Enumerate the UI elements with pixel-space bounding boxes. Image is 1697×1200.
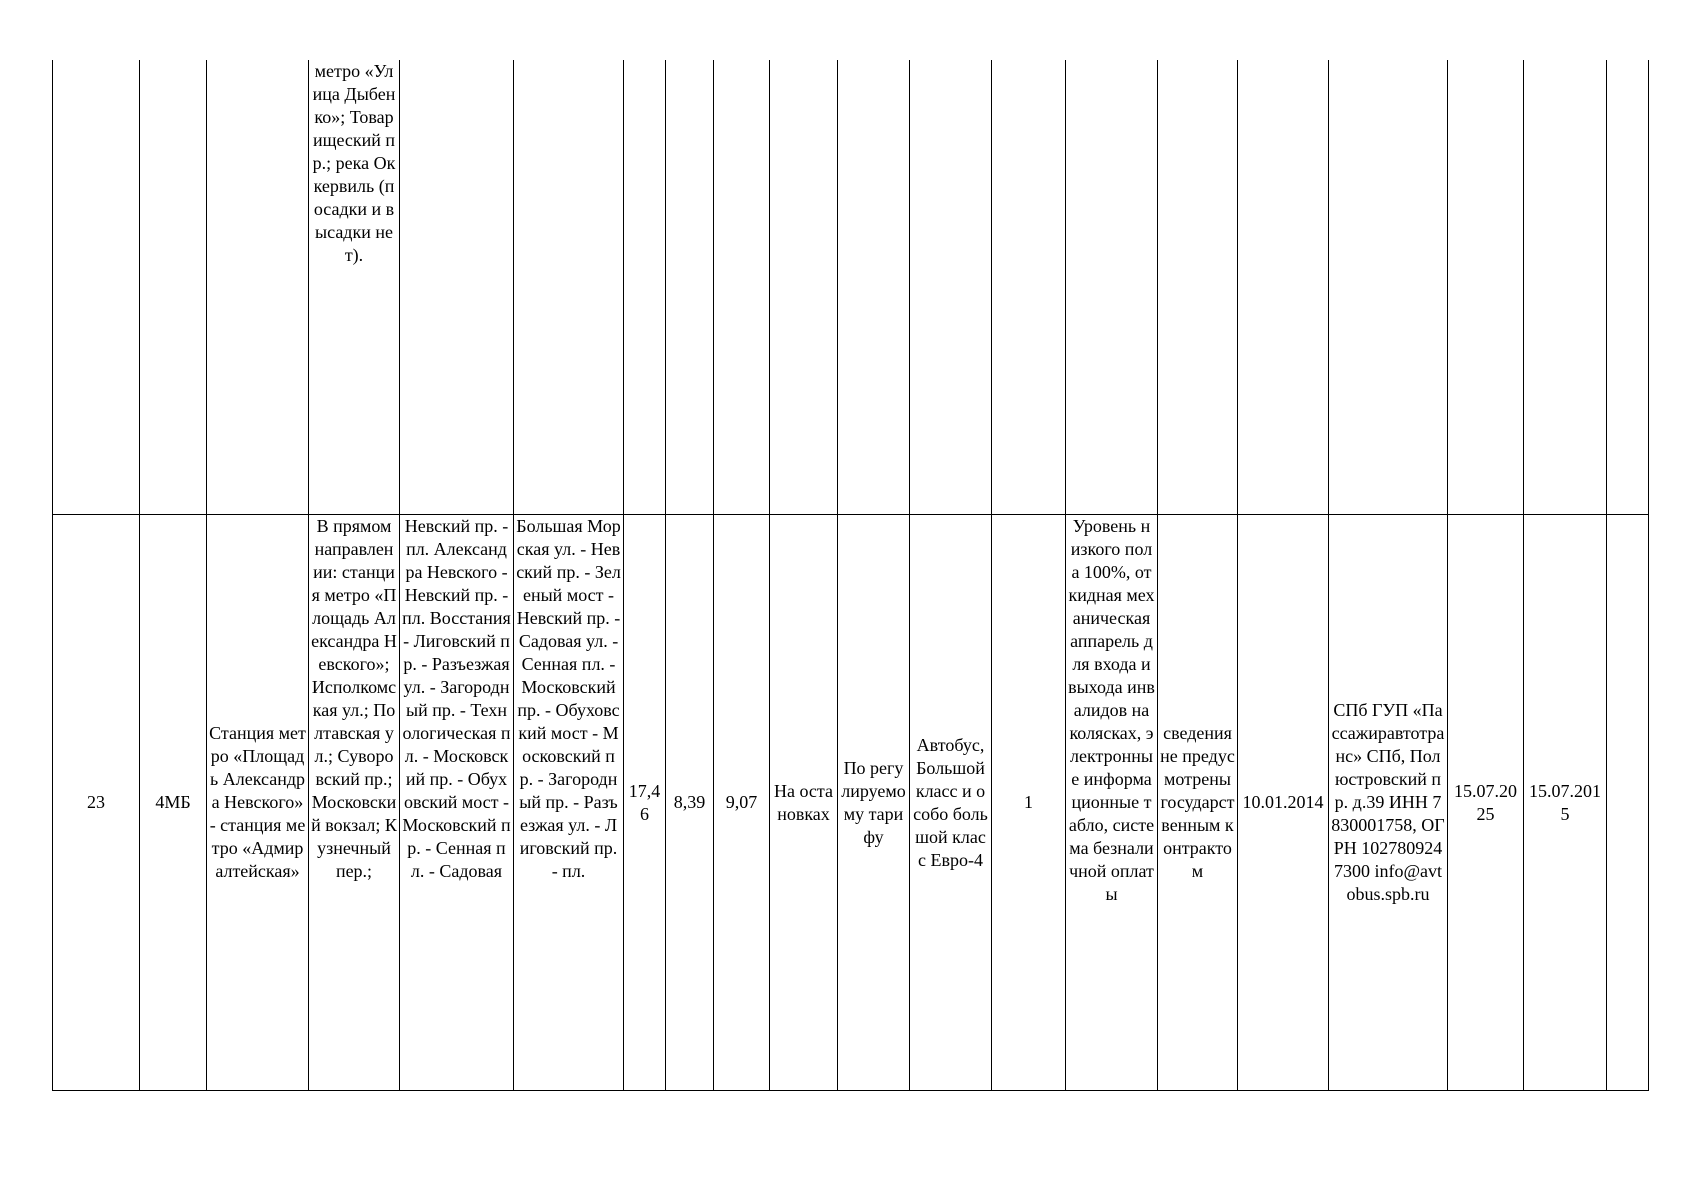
cell-note [1607, 515, 1649, 1091]
cell-length-forward [624, 60, 666, 515]
cell-streets-forward [400, 60, 514, 515]
cell-date-2 [1524, 60, 1607, 515]
cell-length-forward: 17,46 [624, 515, 666, 1091]
route-register-table [52, 60, 1649, 1091]
cell-contract-info: сведения не предусмотрены государственным контрактом [1158, 515, 1238, 1091]
cell-vehicle-count [992, 60, 1066, 515]
cell-carrier [1329, 60, 1448, 515]
cell-vehicle-type: Автобус, Большой класс и особо большой класс Евро-4 [910, 515, 992, 1091]
cell-stops: метро «Улица Дыбенко»; Товарищеский пр.; река Оккервиль (посадки и высадки нет). [309, 60, 400, 515]
cell-boarding-order: На остановках [770, 515, 838, 1091]
cell-start-date [1238, 60, 1329, 515]
cell-streets-backward: Большая Морская ул. - Невский пр. - Зеленый мост - Невский пр. - Садовая ул. - Сенная пл. - Московский пр. - Обуховский мост - Московский пр. - Загородный пр. - Разъезжая ул. - Лиговский пр. - пл. [514, 515, 624, 1091]
cell-length-total: 9,07 [714, 515, 770, 1091]
cell-streets-backward [514, 60, 624, 515]
cell-length-total [714, 60, 770, 515]
cell-vehicle-count: 1 [992, 515, 1066, 1091]
cell-length-backward: 8,39 [666, 515, 714, 1091]
cell-vehicle-type [910, 60, 992, 515]
cell-stops: В прямом направлении: станция метро «Площадь Александра Невского»; Исполкомская ул.; Полтавская ул.; Суворовский пр.; Московский вокзал; Кузнечный пер.; [309, 515, 400, 1091]
cell-streets-forward: Невский пр. - пл. Александра Невского - Невский пр. - пл. Восстания - Лиговский пр. - Разъезжая ул. - Загородный пр. - Технологическая пл. - Московский пр. - Обуховский мост - Московский пр. - Сенная пл. - Садовая [400, 515, 514, 1091]
cell-start-date: 10.01.2014 [1238, 515, 1329, 1091]
cell-date-1: 15.07.2025 [1448, 515, 1524, 1091]
cell-date-2: 15.07.2015 [1524, 515, 1607, 1091]
cell-tariff-type [838, 60, 910, 515]
cell-number [53, 60, 140, 515]
cell-note [1607, 60, 1649, 515]
table-row [53, 60, 1649, 515]
cell-boarding-order [770, 60, 838, 515]
cell-tariff-type: По регулируемому тарифу [838, 515, 910, 1091]
table-row [53, 515, 1649, 1091]
cell-vehicle-features [1066, 60, 1158, 515]
cell-route-name: Станция метро «Площадь Александра Невского» - станция метро «Адмиралтейская» [207, 515, 309, 1091]
cell-route-number: 4МБ [140, 515, 207, 1091]
cell-date-1 [1448, 60, 1524, 515]
cell-length-backward [666, 60, 714, 515]
cell-carrier: СПб ГУП «Пассажиравтотранс» СПб, Полюстровский пр. д.39 ИНН 7830001758, ОГРН 1027809247300 info@avtobus.spb.ru [1329, 515, 1448, 1091]
cell-number: 23 [53, 515, 140, 1091]
cell-route-number [140, 60, 207, 515]
cell-route-name [207, 60, 309, 515]
cell-contract-info [1158, 60, 1238, 515]
cell-vehicle-features: Уровень низкого пола 100%, откидная механическая аппарель для входа и выхода инвалидов на колясках, электронные информационные табло, система безналичной оплаты [1066, 515, 1158, 1091]
